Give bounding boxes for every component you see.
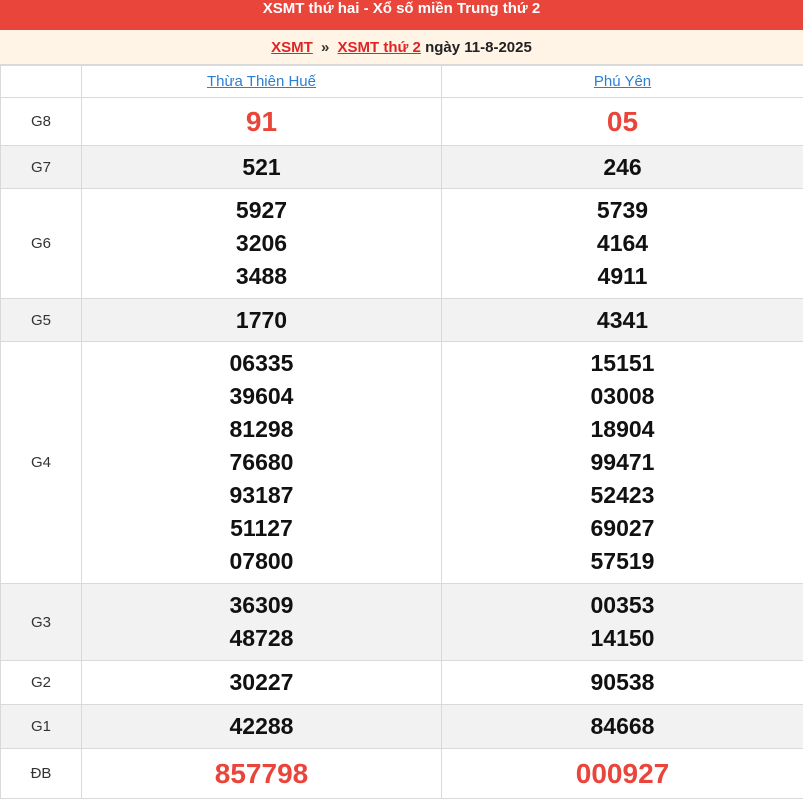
prize-number: 84668 — [590, 713, 655, 739]
prize-row-4 — [1, 342, 803, 584]
prize-label: G6 — [1, 189, 82, 299]
breadcrumb-link-xsmt-thu-2[interactable]: XSMT thứ 2 — [337, 39, 421, 56]
prize-cell-p2 — [442, 584, 803, 661]
prize-number: 00353 — [590, 592, 655, 618]
prize-cell-p2 — [442, 98, 803, 146]
prize-number: 52423 — [590, 482, 655, 508]
prize-cell-p1 — [82, 342, 442, 584]
prize-row-5 — [1, 584, 803, 661]
header-province-1 — [82, 66, 442, 98]
prize-cell-p2 — [442, 299, 803, 342]
province-link-phu-yen[interactable]: Phú Yên — [593, 72, 652, 90]
table-header-row — [1, 66, 803, 98]
prize-number: 5739 — [596, 197, 649, 223]
prize-row-1 — [1, 146, 803, 189]
prize-number: 5927 — [235, 197, 288, 223]
prize-number: 91 — [245, 106, 278, 137]
prize-number: 857798 — [214, 758, 309, 789]
header-province-2 — [442, 66, 803, 98]
prize-row-0 — [1, 98, 803, 146]
prize-number: 07800 — [229, 548, 294, 574]
prize-number: 15151 — [590, 350, 655, 376]
prize-number: 36309 — [229, 592, 294, 618]
province-link-thua-thien-hue[interactable]: Thừa Thiên Huế — [207, 72, 316, 90]
prize-number: 30227 — [229, 669, 294, 695]
prize-number: 48728 — [229, 625, 294, 651]
prize-cell-p1 — [82, 584, 442, 661]
prize-row-6 — [1, 661, 803, 705]
page-title: XSMT thứ hai - Xổ số miền Trung thứ 2 — [0, 0, 803, 30]
prize-cell-p1 — [82, 705, 442, 749]
prize-number: 06335 — [229, 350, 294, 376]
prize-number: 57519 — [590, 548, 655, 574]
results-table — [0, 65, 803, 799]
prize-cell-p1 — [82, 749, 442, 799]
prize-row-8 — [1, 749, 803, 799]
prize-number: 90538 — [590, 669, 655, 695]
prize-number: 3206 — [235, 230, 288, 256]
prize-label: G1 — [1, 705, 82, 749]
prize-cell-p1 — [82, 146, 442, 189]
prize-number: 42288 — [229, 713, 294, 739]
prize-cell-p2 — [442, 146, 803, 189]
breadcrumb-separator: » — [321, 39, 330, 56]
prize-cell-p1 — [82, 299, 442, 342]
prize-label: ĐB — [1, 749, 82, 799]
prize-cell-p2 — [442, 661, 803, 705]
prize-row-3 — [1, 299, 803, 342]
prize-number: 14150 — [590, 625, 655, 651]
prize-number: 1770 — [235, 306, 288, 333]
prize-number: 4164 — [596, 230, 649, 256]
prize-number: 51127 — [230, 515, 293, 541]
breadcrumb — [0, 30, 803, 65]
prize-number: 521 — [242, 153, 281, 180]
header-blank-cell — [1, 66, 82, 98]
prize-cell-p1 — [82, 661, 442, 705]
prize-label: G2 — [1, 661, 82, 705]
breadcrumb-link-xsmt[interactable]: XSMT — [271, 39, 313, 56]
prize-row-7 — [1, 705, 803, 749]
prize-number: 18904 — [590, 416, 655, 442]
prize-label: G4 — [1, 342, 82, 584]
prize-label: G7 — [1, 146, 82, 189]
prize-number: 39604 — [229, 383, 294, 409]
prize-label: G3 — [1, 584, 82, 661]
prize-number: 76680 — [229, 449, 294, 475]
prize-cell-p2 — [442, 705, 803, 749]
prize-number: 93187 — [229, 482, 294, 508]
prize-cell-p1 — [82, 98, 442, 146]
prize-number: 000927 — [575, 758, 670, 789]
prize-row-2 — [1, 189, 803, 299]
breadcrumb-date: ngày 11-8-2025 — [425, 39, 532, 56]
prize-number: 69027 — [590, 515, 655, 541]
prize-number: 4341 — [596, 306, 649, 333]
prize-label: G5 — [1, 299, 82, 342]
prize-number: 4911 — [597, 263, 648, 289]
prize-number: 05 — [606, 106, 639, 137]
prize-number: 03008 — [590, 383, 655, 409]
prize-cell-p2 — [442, 342, 803, 584]
prize-number: 3488 — [235, 263, 288, 289]
prize-cell-p2 — [442, 189, 803, 299]
prize-number: 246 — [603, 153, 642, 180]
prize-number: 99471 — [590, 449, 655, 475]
prize-cell-p2 — [442, 749, 803, 799]
prize-number: 81298 — [229, 416, 294, 442]
prize-label: G8 — [1, 98, 82, 146]
prize-cell-p1 — [82, 189, 442, 299]
